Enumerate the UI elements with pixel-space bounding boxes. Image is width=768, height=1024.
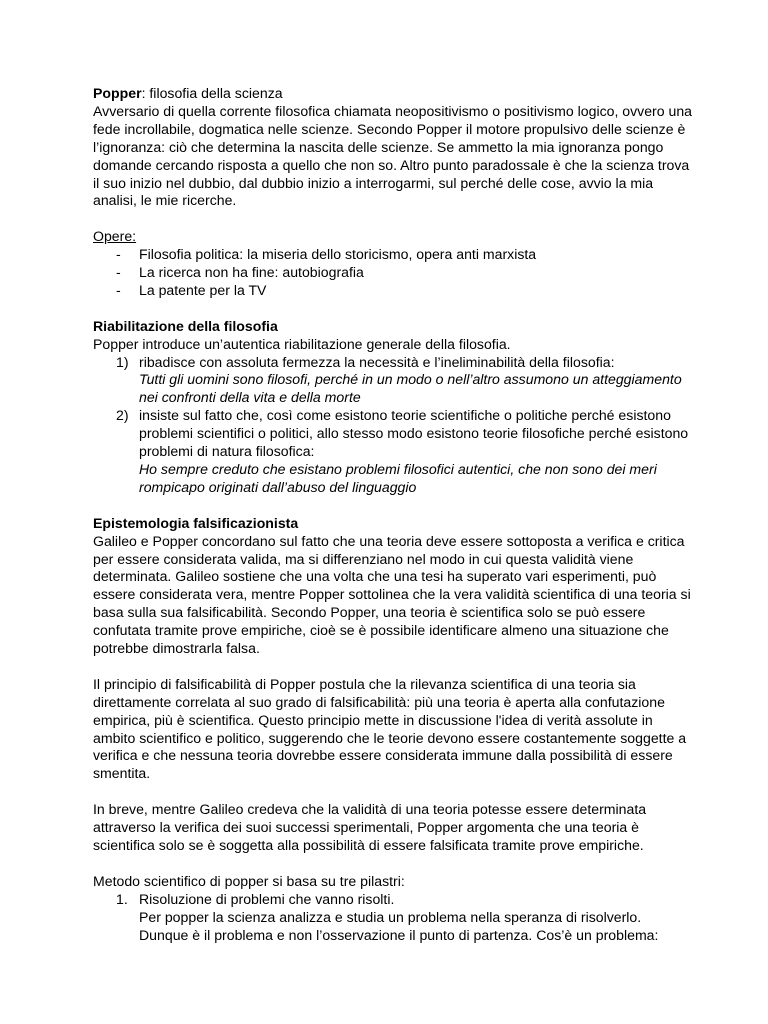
list-item: - Filosofia politica: la miseria dello storicismo, opera anti marxista xyxy=(116,246,537,263)
metodo-list xyxy=(93,891,693,945)
list-item: - La ricerca non ha fine: autobiografia xyxy=(116,264,364,281)
list-item-detail: Per popper la scienza analizza e studia un problema nella speranza di risolverlo. Dunque è il problema e non l’osservazione il punto di partenza. Cos’è un problema: xyxy=(139,908,659,943)
riabilitazione-intro: Popper introduce un’autentica riabilitazione generale della filosofia. xyxy=(93,335,511,352)
list-item: 1) ribadisce con assoluta fermezza la necessità e l’ineliminabilità della filosofia: Tutti gli uomini sono filosofi, perché in un modo o nell’altro assumono un atteggiamento nei confronti della vita e della morte xyxy=(93,354,693,408)
opere-list xyxy=(93,246,693,300)
document-body xyxy=(93,85,693,944)
epistemologia-heading: Epistemologia falsificazionista xyxy=(93,514,299,531)
intro-paragraph: Avversario di quella corrente filosofica chiamata neopositivismo o positivismo logico, ovvero una fede incrollabile, dogmatica nelle scienze. Secondo Popper il motore propulsivo delle scienze è l’ignoranza: ciò che determina la nascita delle scienze. Se ammetto la mia ignoranza pongo domande cercando risposta a quello che non so. Altro punto paradossale è che la scienza trova il suo inizio nel dubbio, dal dubbio inizio a interrogarmi, sul perché delle cose, avvio la mia analisi, le mie ricerche. xyxy=(93,102,693,209)
list-marker: 1) xyxy=(116,353,129,370)
opere-heading: Opere: xyxy=(93,228,137,245)
riabilitazione-list xyxy=(93,354,693,497)
metodo-intro: Metodo scientifico di popper si basa su tre pilastri: xyxy=(93,872,405,889)
quote: Ho sempre creduto che esistano problemi filosofici autentici, che non sono dei meri rompicapo originati dall’abuso del linguaggio xyxy=(139,461,657,495)
quote: Tutti gli uomini sono filosofi, perché in un modo o nell’altro assumono un atteggiamento nei confronti della vita e della morte xyxy=(139,371,682,406)
title-line xyxy=(93,85,693,103)
riabilitazione-heading: Riabilitazione della filosofia xyxy=(93,317,278,334)
list-marker: - xyxy=(116,281,121,298)
title-bold: Popper xyxy=(93,85,142,101)
list-marker: 2) xyxy=(116,407,129,424)
list-marker: - xyxy=(116,264,121,281)
list-item: 1. Risoluzione di problemi che vanno risolti. Per popper la scienza analizza e studia un problema nella speranza di risolverlo. Dunque è il problema e non l’osservazione il punto di partenza. Cos’è un problema: xyxy=(93,891,693,945)
epistemologia-paragraph-3: In breve, mentre Galileo credeva che la validità di una teoria potesse essere determinata attraverso la verifica dei suoi successi sperimentali, Popper argomenta che una teoria è scientifica solo se è soggetta alla possibilità di essere falsificata tramite prove empiriche. xyxy=(93,801,647,853)
epistemologia-paragraph-1: Galileo e Popper concordano sul fatto che una teoria deve essere sottoposta a verifica e critica per essere considerata valida, ma si differenziano nel modo in cui questa validità viene determinata. Galileo sostiene che una volta che una tesi ha superato vari esperimenti, può essere considerata vera, mentre Popper sottolinea che la vera validità scientifica di una teoria si basa sulla sua falsificabilità. Secondo Popper, una teoria è scientifica solo se può essere confutata tramite prove empiriche, cioè se è possibile identificare almeno una situazione che potrebbe dimostrarla falsa. xyxy=(93,532,691,657)
list-item: 2) insiste sul fatto che, così come esistono teorie scientifiche o politiche perché esistono problemi scientifici o politici, allo stesso modo esistono teorie filosofiche perché esistono problemi di natura filosofica: Ho sempre creduto che esistano problemi filosofici autentici, che non sono dei meri rompicapo originati dall’abuso del linguaggio xyxy=(93,407,693,497)
list-marker: 1. xyxy=(116,890,128,907)
epistemologia-paragraph-2: Il principio di falsificabilità di Popper postula che la rilevanza scientifica di una teoria sia direttamente correlata al suo grado di falsificabilità: più una teoria è aperta alla confutazione empirica, più è scientifica. Questo principio mette in discussione l'idea di verità assolute in ambito scientifico e politico, suggerendo che le teorie devono essere costantemente soggette a verifica e che nessuna teoria dovrebbe essere considerata immune dalla possibilità di essere smentita. xyxy=(93,675,687,782)
list-marker: - xyxy=(116,246,121,263)
title-rest: : filosofia della scienza xyxy=(141,85,283,101)
list-item: - La patente per la TV xyxy=(116,281,267,298)
